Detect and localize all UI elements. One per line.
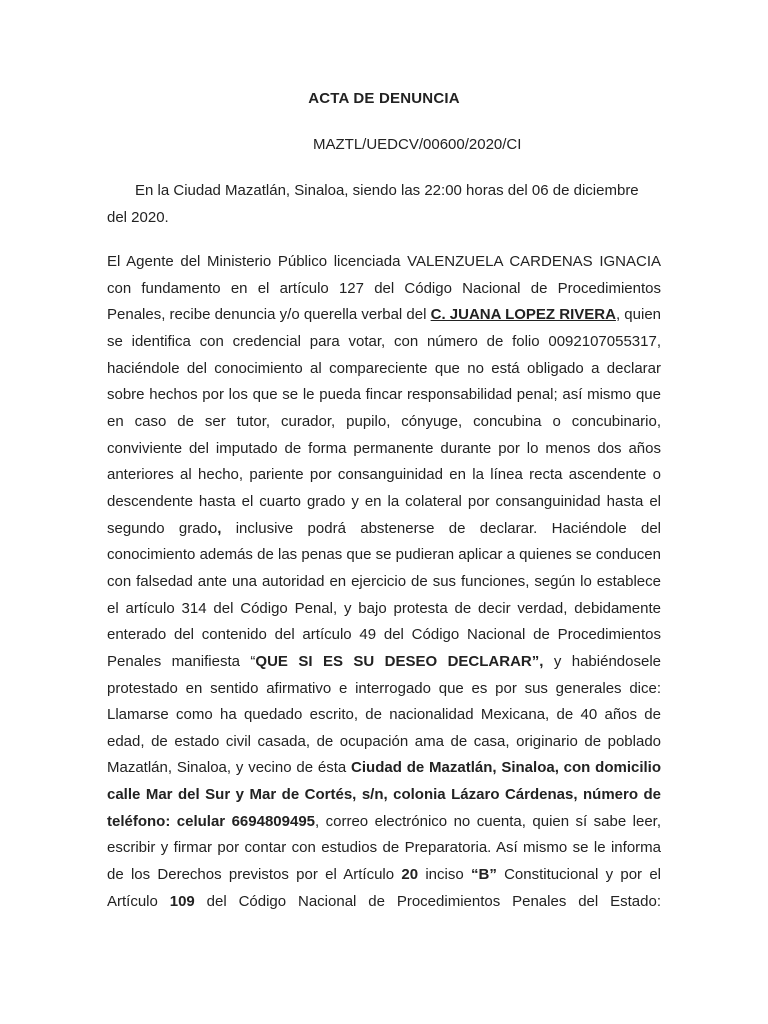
body-text-segment: , quien se identifica con credencial para votar, con número de folio 0092107055317, haciéndole del conocimiento al compareciente que no está obligado a declarar sobre hechos por los que se le pueda fincar responsabilidad penal; así mismo que en caso de ser tutor, curador, pupilo, cónyuge, concubina o concubinario, conviviente del imputado de forma permanente durante por lo menos dos años anteriores al hecho, pariente por consanguinidad en la línea recta ascendente o descendente hasta el cuarto grado y en la colateral por consanguinidad hasta el segundo grado: [107, 306, 661, 537]
document-title: ACTA DE DENUNCIA: [308, 90, 460, 107]
body-text-segment: inciso: [418, 866, 471, 884]
body-text-segment: El Agente del Ministerio Público licenciada VALENZUELA CARDENAS IGNACIA con fundamento en el artículo 127 del Código Nacional de Procedimientos Penales, recibe denuncia y/o querella verbal del: [107, 253, 661, 324]
body-text-segment: , correo electrónico no cuenta, quien sí sabe leer, escribir y firmar por contar con estudios de Preparatoria. Así mismo se le informa de los Derechos previstos por el Artículo: [107, 812, 661, 884]
complainant-name: C. JUANA LOPEZ RIVERA: [430, 306, 616, 324]
body-text-segment: inclusive podrá abstenerse de declarar. Haciéndole del conocimiento además de las penas que se pudieran aplicar a quienes se conducen con falsedad ante una autoridad en ejercicio de sus funciones, según lo establece el artículo 314 del Código Penal, y bajo protesta de decir verdad, debidamente enterado del contenido del artículo 49 del Código Nacional de Procedimientos Penales manifiesta “: [107, 519, 661, 670]
body-text-segment: Constitucional y por el Artículo: [107, 866, 661, 910]
complainant-address: Ciudad de Mazatlán, Sinaloa, con domicilio calle Mar del Sur y Mar de Cortés, s/n, colonia Lázaro Cárdenas, número de teléfono: celular 6694809495: [107, 759, 662, 830]
inciso-b-ref: “B”: [470, 866, 497, 884]
case-folio-number: MAZTL/UEDCV/00600/2020/CI: [313, 136, 522, 153]
intro-paragraph: En la Ciudad Mazatlán, Sinaloa, siendo las 22:00 horas del 06 de diciembre del 2020.: [107, 182, 639, 226]
article-109-ref: 109: [169, 892, 195, 910]
article-20-ref: 20: [401, 866, 419, 884]
body-paragraph: [107, 249, 661, 915]
body-text-segment: del Código Nacional de Procedimientos Penales del Estado:: [194, 892, 661, 910]
body-text-segment: y habiéndosele protestado en sentido afirmativo e interrogado que es por sus generales dice: Llamarse como ha quedado escrito, de nacionalidad Mexicana, de 40 años de edad, de estado civil casada, de ocupación ama de casa, originario de poblado Mazatlán, Sinaloa, y vecino de ésta: [107, 652, 661, 777]
declaration-statement: QUE SI ES SU DESEO DECLARAR”,: [255, 652, 544, 670]
bold-comma: ,: [217, 519, 222, 537]
